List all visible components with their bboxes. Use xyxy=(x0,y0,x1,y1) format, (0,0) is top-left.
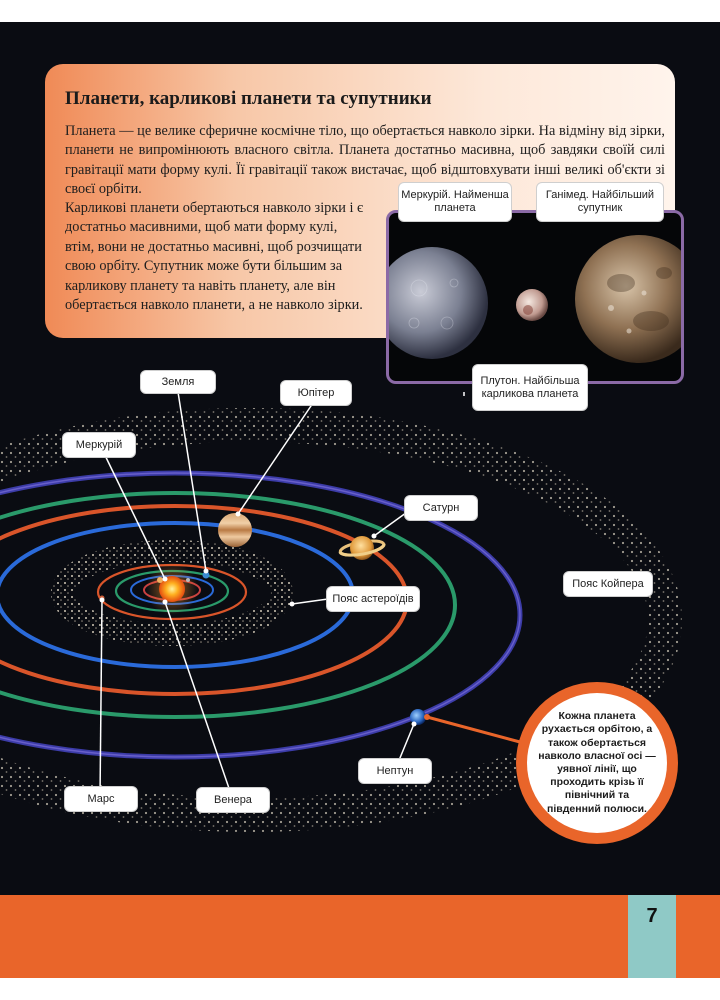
label-kuiper-belt: Пояс Койпера xyxy=(563,571,653,597)
jupiter-planet xyxy=(218,513,252,547)
label-ganymede-largest-moon: Ганімед. Найбільший супутник xyxy=(536,182,664,222)
page-number: 7 xyxy=(646,905,658,927)
label-mars: Марс xyxy=(64,786,138,812)
dwarf-planet-paragraph: Карликові планети обертаються навколо зірки і є достатньо масивними, щоб мати форму кулі, втім, вони не достатньо масивні, щоб розчищати свою орбіту. Супутник може бути більшим за карликову планету та навіть планету, але він обертається навколо планети, а не навколо зірки. xyxy=(65,200,364,314)
label-jupiter: Юпітер xyxy=(280,380,352,406)
mercury-planet xyxy=(186,578,190,582)
label-asteroid-belt: Пояс астероїдів xyxy=(326,586,420,612)
venus-planet xyxy=(157,577,163,583)
bottom-margin xyxy=(0,978,720,1000)
label-earth: Земля xyxy=(140,370,216,394)
top-margin xyxy=(0,0,720,22)
intro-paragraph: Планета — це велике сферичне космічне тіло, що обертається навколо зірки. На відміну від зірки, планети не випромінюють власного світла. Планета достатньо масивна, щоб завдяки своїй силі гравітації мати форму кулі. Її гравітації також вистачає, щоб відштовхувати інші великі об'єкти зі своєї орбіти. xyxy=(65,123,665,198)
label-neptune: Нептун xyxy=(358,758,432,784)
page-number-box xyxy=(628,895,676,978)
label-mercury: Меркурій xyxy=(62,432,136,458)
pluto-image xyxy=(516,289,548,321)
footer-bar xyxy=(0,895,720,978)
rotation-callout xyxy=(516,682,678,844)
label-saturn: Сатурн xyxy=(404,495,478,521)
ganymede-image xyxy=(575,235,681,363)
section-title: Планети, карликові планети та супутники xyxy=(65,88,432,109)
size-comparison-frame xyxy=(386,210,684,384)
comparison-bodies xyxy=(389,213,681,381)
label-venus: Венера xyxy=(196,787,270,813)
label-mercury-smallest: Меркурій. Найменша планета xyxy=(398,182,512,222)
mercury-image xyxy=(389,247,488,359)
callout-text: Кожна планета рухається орбітою, а також обертається навколо власної осі — уявної лінії, що проходить крізь її північний та південний полюси. xyxy=(538,710,656,815)
label-pluto-largest-dwarf: Плутон. Найбільша карликова планета xyxy=(472,364,588,411)
